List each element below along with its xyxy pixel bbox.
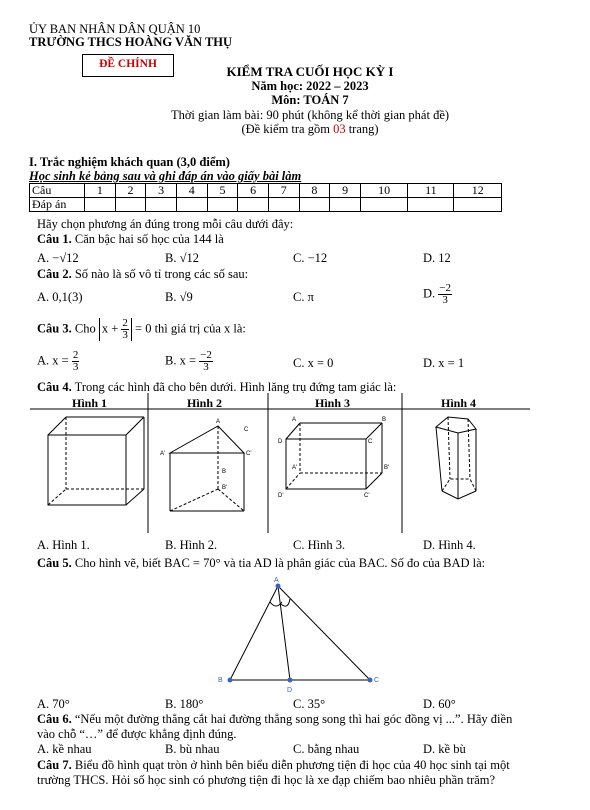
q6-option-c: C. bằng nhau <box>293 742 360 756</box>
pentagonal-prism-figure <box>436 417 476 499</box>
page-count: (Đề kiểm tra gồm 03 trang) <box>241 122 379 136</box>
section-instruction: Học sinh kẻ bảng sau và ghi đáp án vào giấy bài làm <box>29 169 302 183</box>
table-row-label: Đáp án <box>30 198 85 212</box>
figure-2-title: Hình 2 <box>187 396 223 410</box>
fig3-label: A' <box>292 465 298 471</box>
fig2-label: B' <box>222 485 228 491</box>
question-7: Câu 7. Biểu đồ hình quạt tròn ở hình bên biểu diễn phương tiện đi học của 40 học sinh tại một <box>37 758 510 772</box>
table-row <box>30 198 502 212</box>
q6-option-b: B. bù nhau <box>165 742 220 756</box>
figure-3-title: Hình 3 <box>315 396 351 410</box>
figure-4-title: Hình 4 <box>441 396 477 410</box>
fig2-label: C' <box>246 451 252 457</box>
school-year: Năm học: 2022 – 2023 <box>251 79 369 93</box>
q3-option-c: C. x = 0 <box>293 356 334 370</box>
q5-triangle-figure <box>210 574 390 696</box>
question-6-cont: vào chỗ “…” để được khẳng định đúng. <box>37 727 237 741</box>
q3-option-a: A. x = $\frac{2}{3}$ <box>37 349 79 373</box>
question-5: Câu 5. Cho hình vẽ, biết BAC = 70° và tia AD là phân giác của BAC. Số đo của BAD là: <box>37 556 486 570</box>
q5-option-b: B. 180° <box>165 697 204 711</box>
fig3-label: C' <box>364 493 370 499</box>
question-3: Câu 3. Cho x + $\frac{2}{3}$ = 0 thì giá trị của x là: <box>37 317 246 341</box>
point-label: B <box>218 677 223 684</box>
fig3-label: A <box>292 417 297 423</box>
q1-option-b: B. √12 <box>165 251 199 265</box>
exam-time: Thời gian làm bài: 90 phút (không kể thời gian phát đề) <box>170 108 450 122</box>
org-name: ỦY BAN NHÂN DÂN QUẬN 10 <box>29 22 201 36</box>
exam-title: KIỂM TRA CUỐI HỌC KỲ I <box>226 64 394 79</box>
q4-option-c: C. Hình 3. <box>293 538 346 552</box>
school-name: TRƯỜNG THCS HOÀNG VĂN THỤ <box>29 35 233 49</box>
answer-table <box>29 183 502 212</box>
figure-1-title: Hình 1 <box>72 396 108 410</box>
subject: Môn: TOÁN 7 <box>271 93 349 107</box>
q5-option-c: C. 35° <box>293 697 326 711</box>
q4-option-d: D. Hình 4. <box>423 538 476 552</box>
fig3-label: D <box>278 439 283 445</box>
fig2-label: A' <box>160 451 166 457</box>
point-label: C <box>374 677 380 684</box>
q5-option-d: D. 60° <box>423 697 456 711</box>
fig2-label: C <box>244 427 249 433</box>
q4-option-b: B. Hình 2. <box>165 538 218 552</box>
fig3-label: B <box>382 417 387 423</box>
fig2-label: B <box>222 469 227 475</box>
triangular-prism-figure <box>170 426 244 511</box>
fig3-label: C <box>368 439 373 445</box>
q2-option-c: C. π <box>293 290 314 304</box>
section-title: I. Trắc nghiệm khách quan (3,0 điểm) <box>29 155 230 169</box>
choose-prompt: Hãy chọn phương án đúng trong mỗi câu dưới đây: <box>37 217 294 231</box>
question-6: Câu 6. “Nếu một đường thẳng cắt hai đường thẳng song song thì hai góc đồng vị ...”. Hãy điền <box>37 712 513 726</box>
q6-option-a: A. kề nhau <box>37 742 92 756</box>
question-1: Câu 1. Căn bậc hai số học của 144 là <box>37 232 224 246</box>
q4-option-a: A. Hình 1. <box>37 538 90 552</box>
q1-option-d: D. 12 <box>423 251 451 265</box>
q3-option-b: B. x = $\frac{-2}{3}$ <box>165 349 212 373</box>
q3-option-d: D. x = 1 <box>423 356 465 370</box>
q1-option-a: A. −√12 <box>37 251 79 265</box>
q5-option-a: A. 70° <box>37 697 70 711</box>
q2-option-d: D. $\frac{-2}{3}$ <box>423 282 451 306</box>
cube-figure <box>48 417 144 505</box>
fig3-label: D' <box>278 493 284 499</box>
table-row: Câu 1 2 3 4 5 6 7 8 9 10 11 12 <box>30 184 502 198</box>
question-7-cont: trường THCS. Hỏi số học sinh có phương tiện đi học là xe đạp chiếm bao nhiêu phần trăm? <box>37 773 496 787</box>
q1-option-c: C. −12 <box>293 251 328 265</box>
rectangular-prism-figure <box>286 423 382 489</box>
fig2-label: A <box>216 419 221 425</box>
official-stamp: ĐỀ CHÍNH <box>82 54 174 77</box>
q2-option-b: B. √9 <box>165 290 193 304</box>
q6-option-d: D. kề bù <box>423 742 466 756</box>
point-label: A <box>274 577 279 584</box>
q2-option-a: A. 0,1(3) <box>37 290 83 304</box>
question-4: Câu 4. Trong các hình đã cho bên dưới. Hình lăng trụ đứng tam giác là: <box>37 380 397 394</box>
table-row-label: Câu <box>30 184 85 198</box>
q4-figures <box>30 393 530 533</box>
fig3-label: B' <box>384 465 390 471</box>
question-2: Câu 2. Số nào là số vô tỉ trong các số sau: <box>37 267 249 281</box>
point-label: D <box>287 687 293 694</box>
